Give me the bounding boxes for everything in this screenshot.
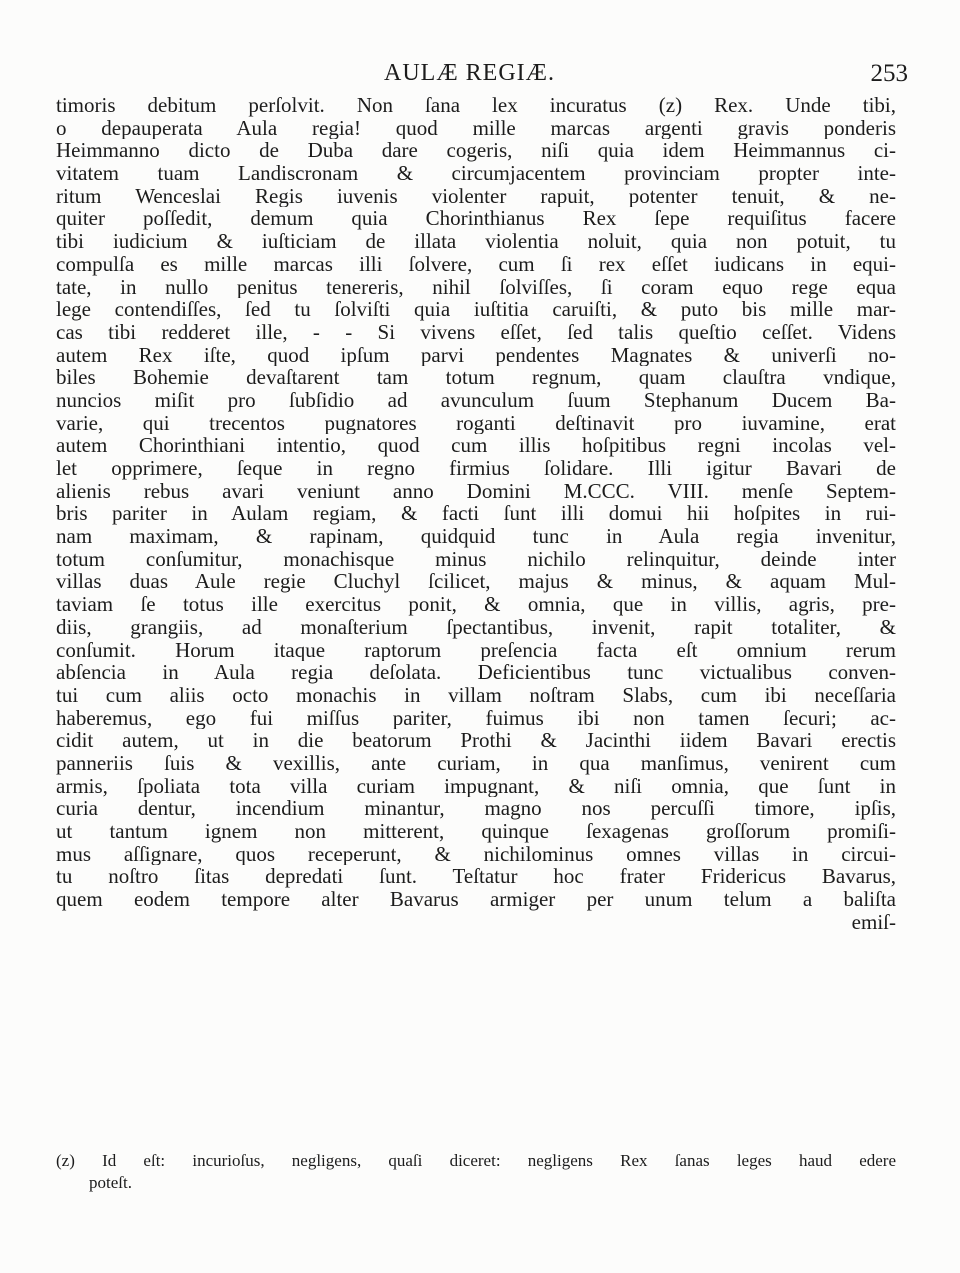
- text-line: ut tantum ignem non mitterent, quinque ſexagenas groſſorum promiſi-: [56, 820, 896, 843]
- text-line: tui cum aliis octo monachis in villam noſtram Slabs, cum ibi neceſſaria: [56, 683, 896, 707]
- text-line: tibi iudicium & iuſticiam de illata violentia noluit, quia non potuit, tu: [56, 230, 896, 253]
- text-line: nam maximam, & rapinam, quidquid tunc in Aula regia invenitur,: [56, 525, 896, 548]
- page-header: [0, 60, 960, 90]
- text-line: let opprimere, ſeque in regno firmius ſolidare. Illi igitur Bavari de: [56, 457, 896, 480]
- text-line: vitatem tuam Landiscronam & circumjacentem provinciam propter inte-: [56, 162, 896, 185]
- text-line: autem Chorinthiani intentio, quod cum illis hoſpitibus regni incolas vel-: [56, 434, 896, 457]
- page-number: 253: [870, 60, 908, 87]
- text-line: bris pariter in Aulam regiam, & facti ſunt illi domui hii hoſpites in rui-: [56, 502, 896, 526]
- text-line: emiſ-: [851, 910, 896, 934]
- text-line: villas duas Aule regie Cluchyl ſcilicet, majus & minus, & aquam Mul-: [56, 570, 896, 594]
- running-head: AULÆ REGIÆ.: [384, 60, 555, 86]
- text-line: curia dentur, incendium minantur, magno nos percuſſi timore, ipſis,: [56, 797, 896, 820]
- text-line: haberemus, ego fui miſſus pariter, fuimus ibi non tamen ſecuri; ac-: [56, 706, 896, 730]
- text-line: timoris debitum perſolvit. Non ſana lex incuratus (z) Rex. Unde tibi,: [56, 94, 896, 117]
- text-line: varie, qui trecentos pugnatores roganti deſtinavit pro iuvamine, erat: [56, 411, 896, 435]
- text-line: conſumit. Horum itaque raptorum preſencia facta eſt omnium rerum: [56, 638, 896, 662]
- text-line: nuncios miſit pro ſubſidio ad avunculum ſuum Stephanum Ducem Ba-: [56, 388, 896, 412]
- text-line: compulſa es mille marcas illi ſolvere, cum ſi rex eſſet iudicans in equi-: [56, 252, 896, 276]
- main-text-block: [56, 94, 896, 933]
- text-line: ritum Wenceslai Regis iuvenis violenter rapuit, potenter tenuit, & ne-: [56, 184, 896, 208]
- text-line: taviam ſe totus ille exercitus ponit, & omnia, que in villis, agris, pre-: [56, 593, 896, 616]
- text-line: armis, ſpoliata tota villa curiam impugnant, & niſi omnia, que ſunt in: [56, 774, 896, 798]
- text-line: quem eodem tempore alter Bavarus armiger per unum telum a baliſta: [56, 888, 896, 911]
- text-line: panneriis ſuis & vexillis, ante curiam, in qua manſimus, venirent cum: [56, 751, 896, 775]
- text-line: abſencia in Aula regia deſolata. Deficientibus tunc victualibus conven-: [56, 661, 896, 684]
- text-line: cidit autem, ut in die beatorum Prothi & Jacinthi iidem Bavari erectis: [56, 729, 896, 752]
- text-line: lege contendiſſes, ſed tu ſolviſti quia iuſtitia caruiſti, & puto bis mille mar-: [56, 298, 896, 321]
- text-line: mus aſſignare, quos receperunt, & nichilominus omnes villas in circui-: [56, 842, 896, 866]
- text-line: quiter poſſedit, demum quia Chorinthianus Rex ſepe requiſitus facere: [56, 207, 896, 231]
- text-line: cas tibi redderet ille, - - Si vivens eſſet, ſed talis queſtio ceſſet. Videns: [56, 320, 896, 344]
- text-line: totum conſumitur, monachisque minus nichilo relinquitur, deinde inter: [56, 547, 896, 571]
- text-line: diis, grangiis, ad monaſterium ſpectantibus, invenit, rapit totaliter, &: [56, 615, 896, 639]
- text-line: alienis rebus avari veniunt anno Domini M.CCC. VIII. menſe Septem-: [56, 479, 896, 503]
- footnote-line: (z) Id eſt: incurioſus, negligens, quaſi diceret: negligens Rex ſanas leges haud edere: [56, 1151, 896, 1170]
- footnote: [56, 1150, 896, 1194]
- footnote-line: poteſt.: [89, 1173, 132, 1192]
- text-line: Heimmanno dicto de Duba dare cogeris, niſi quia idem Heimmannus ci-: [56, 139, 896, 163]
- text-line: autem Rex iſte, quod ipſum parvi pendentes Magnates & univerſi no-: [56, 343, 896, 367]
- text-line: o depauperata Aula regia! quod mille marcas argenti gravis ponderis: [56, 116, 896, 140]
- text-line: biles Bohemie devaſtarent tam totum regnum, quam clauſtra vndique,: [56, 366, 896, 389]
- text-line: tu noſtro ſitas depredati ſunt. Teſtatur hoc frater Fridericus Bavarus,: [56, 865, 896, 889]
- text-line: tate, in nullo penitus tenereris, nihil ſolviſſes, ſi coram equo rege equa: [56, 275, 896, 299]
